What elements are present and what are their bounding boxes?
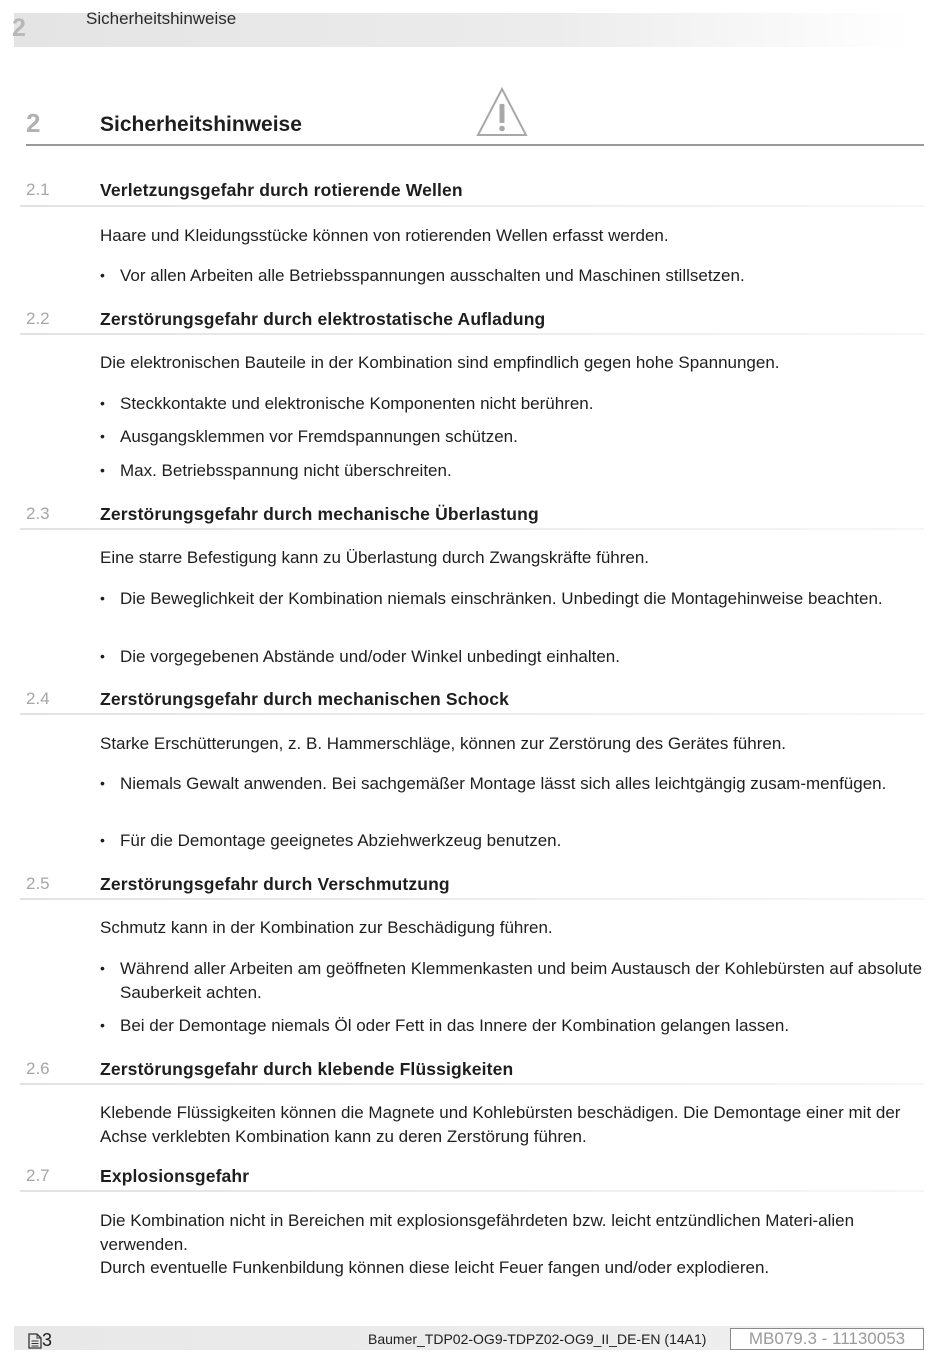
chapter-divider: [26, 144, 924, 146]
paragraph: Schmutz kann in der Kombination zur Beschädigung führen.: [100, 918, 553, 937]
paragraph: Durch eventuelle Funkenbildung können diese leicht Feuer fangen und/oder explodieren.: [100, 1258, 770, 1277]
section-number: 2.1: [26, 180, 50, 199]
bullet-icon: •: [100, 960, 105, 976]
warning-triangle-icon: [475, 86, 529, 138]
section-title: Zerstörungsgefahr durch Verschmutzung: [100, 874, 450, 894]
list-item: [100, 392, 924, 416]
list-item: [100, 957, 924, 1004]
page-icon: [28, 1333, 42, 1349]
section-number: 2.5: [26, 874, 50, 893]
paragraph: Klebende Flüssigkeiten können die Magnete und Kohlebürsten beschädigen. Die Demontage einer mit der Achse verklebten Kombination kann zu deren Zerstörung führen.: [100, 1103, 901, 1146]
chapter-number: 2: [26, 108, 41, 138]
section-title: Zerstörungsgefahr durch elektrostatische Aufladung: [100, 309, 546, 329]
list-item: [100, 829, 924, 853]
section-divider: [20, 898, 924, 900]
list-item: [100, 425, 924, 449]
section-divider: [20, 1190, 924, 1192]
bullet-icon: •: [100, 648, 105, 664]
section-divider: [20, 1083, 924, 1085]
bullet-icon: •: [100, 267, 105, 283]
bullet-icon: •: [100, 1017, 105, 1033]
list-item-text: Niemals Gewalt anwenden. Bei sachgemäßer Montage lässt sich alles leichtgängig zusam-menfügen.: [120, 774, 887, 793]
paragraph: Haare und Kleidungsstücke können von rotierenden Wellen erfasst werden.: [100, 226, 669, 245]
list-item-text: Für die Demontage geeignetes Abziehwerkzeug benutzen.: [120, 831, 562, 850]
section-divider: [20, 528, 924, 530]
document-code: MB079.3 - 11130053: [730, 1328, 924, 1350]
bullet-icon: •: [100, 428, 105, 444]
paragraph: Eine starre Befestigung kann zu Überlastung durch Zwangskräfte führen.: [100, 548, 650, 567]
list-item-text: Ausgangsklemmen vor Fremdspannungen schützen.: [120, 427, 518, 446]
document-name: Baumer_TDP02-OG9-TDPZ02-OG9_II_DE-EN (14A1): [368, 1331, 707, 1347]
paragraph: Starke Erschütterungen, z. B. Hammerschläge, können zur Zerstörung des Gerätes führen.: [100, 734, 787, 753]
list-item: [100, 772, 924, 796]
page-number: 3: [42, 1330, 53, 1350]
list-item: [100, 587, 924, 611]
section-title: Zerstörungsgefahr durch klebende Flüssigkeiten: [100, 1059, 514, 1079]
bullet-icon: •: [100, 832, 105, 848]
running-header-chapter-number: 2: [12, 14, 26, 42]
bullet-icon: •: [100, 775, 105, 791]
section-number: 2.7: [26, 1166, 50, 1185]
chapter-title: Sicherheitshinweise: [100, 113, 302, 136]
list-item: [100, 264, 924, 288]
list-item-text: Die vorgegebenen Abstände und/oder Winkel unbedingt einhalten.: [120, 647, 620, 666]
list-item-text: Während aller Arbeiten am geöffneten Klemmenkasten und beim Austausch der Kohlebürsten auf absolute Sauberkeit achten.: [120, 959, 923, 1002]
list-item-text: Vor allen Arbeiten alle Betriebsspannungen ausschalten und Maschinen stillsetzen.: [120, 266, 745, 285]
section-number: 2.6: [26, 1059, 50, 1078]
section-title: Zerstörungsgefahr durch mechanischen Schock: [100, 689, 510, 709]
running-header-chapter-title: Sicherheitshinweise: [86, 9, 237, 28]
section-title: Explosionsgefahr: [100, 1166, 250, 1186]
list-item-text: Die Beweglichkeit der Kombination niemals einschränken. Unbedingt die Montagehinweise beachten.: [120, 589, 883, 608]
section-number: 2.4: [26, 689, 50, 708]
list-item: [100, 645, 924, 669]
bullet-icon: •: [100, 462, 105, 478]
section-divider: [20, 205, 924, 207]
section-divider: [20, 333, 924, 335]
paragraph: Die Kombination nicht in Bereichen mit explosionsgefährdeten bzw. leicht entzündlichen Materi-alien verwenden.: [100, 1211, 855, 1254]
section-number: 2.2: [26, 309, 50, 328]
list-item: [100, 1014, 924, 1038]
section-title: Verletzungsgefahr durch rotierende Wellen: [100, 180, 463, 200]
list-item: [100, 459, 924, 483]
list-item-text: Steckkontakte und elektronische Komponenten nicht berühren.: [120, 394, 594, 413]
section-title: Zerstörungsgefahr durch mechanische Überlastung: [100, 504, 539, 524]
bullet-icon: •: [100, 590, 105, 606]
section-divider: [20, 713, 924, 715]
section-number: 2.3: [26, 504, 50, 523]
paragraph: Die elektronischen Bauteile in der Kombination sind empfindlich gegen hohe Spannungen.: [100, 353, 780, 372]
list-item-text: Max. Betriebsspannung nicht überschreiten.: [120, 461, 452, 480]
list-item-text: Bei der Demontage niemals Öl oder Fett in das Innere der Kombination gelangen lassen.: [120, 1016, 790, 1035]
bullet-icon: •: [100, 395, 105, 411]
